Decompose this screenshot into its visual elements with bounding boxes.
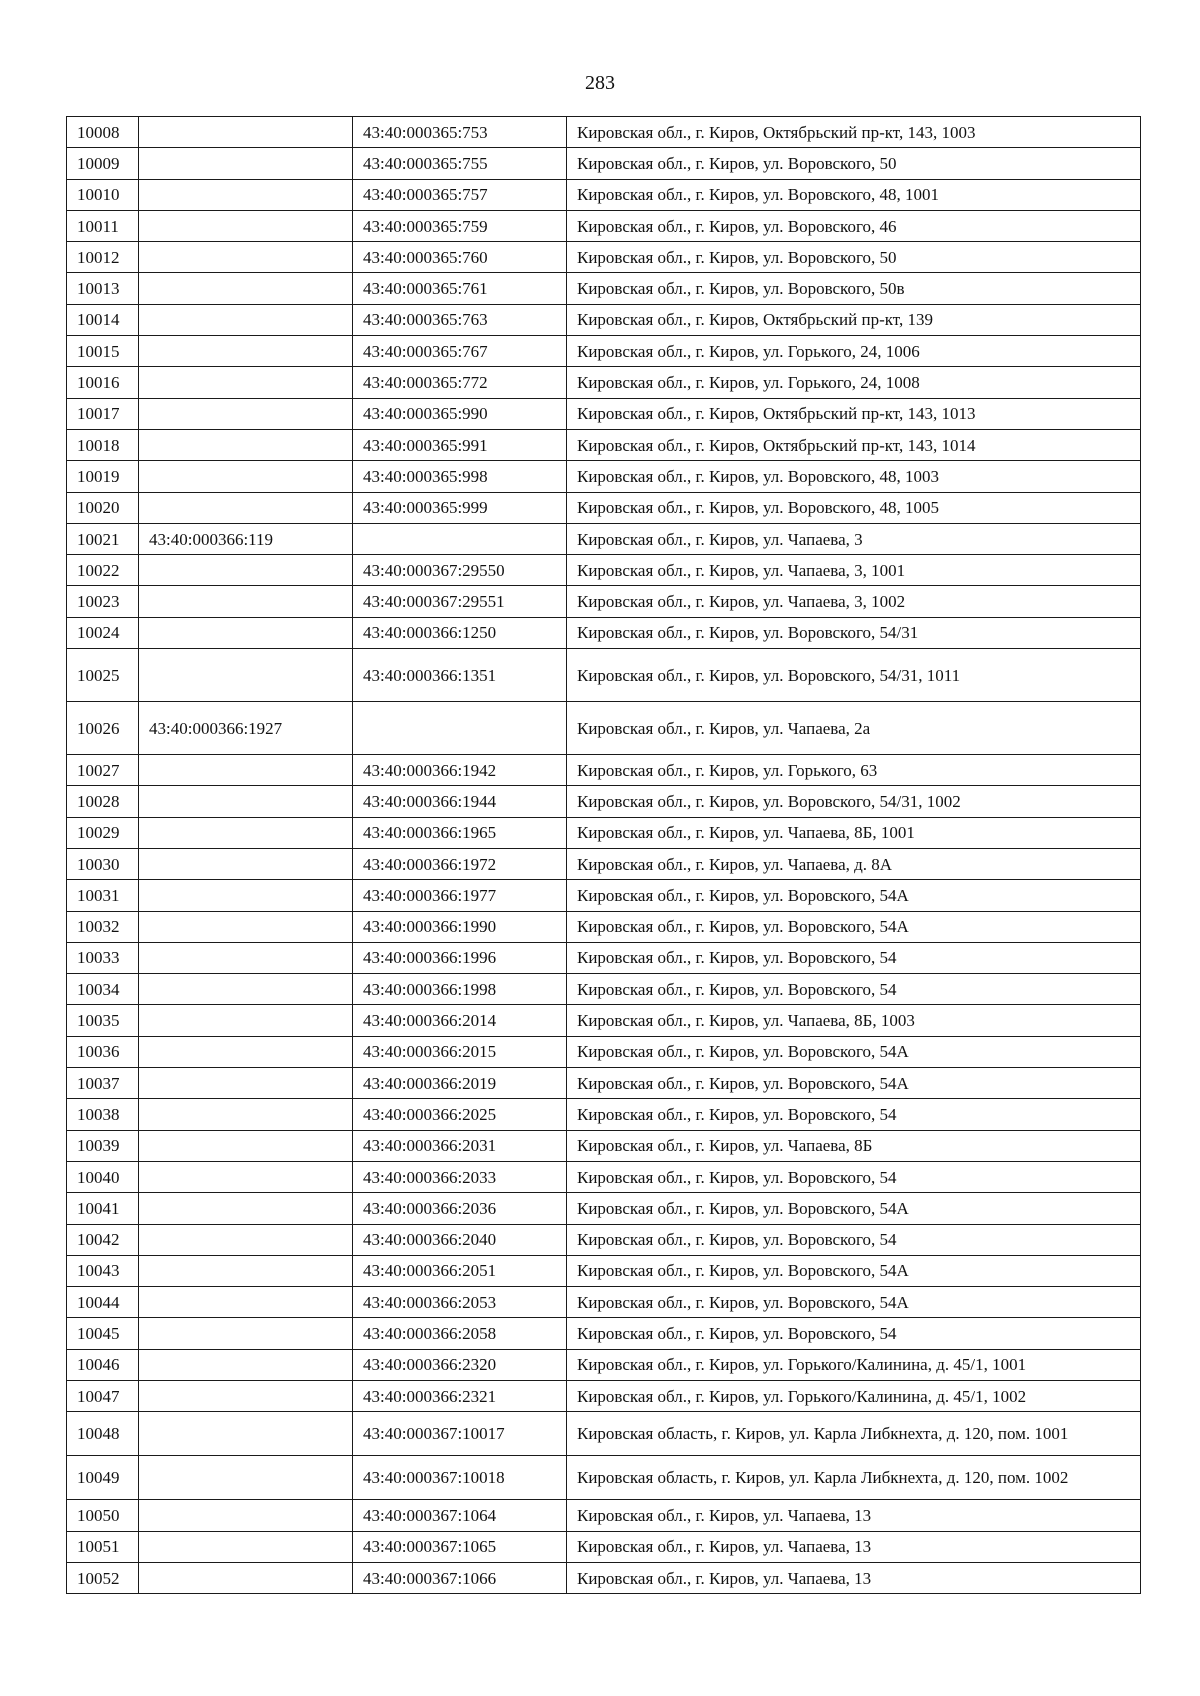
land-cadastral-cell: 43:40:000366:1927 xyxy=(139,702,353,755)
land-cadastral-cell xyxy=(139,880,353,911)
address-cell: Кировская обл., г. Киров, ул. Горького, 24, 1008 xyxy=(567,367,1141,398)
building-cadastral-cell: 43:40:000365:757 xyxy=(353,179,567,210)
address-cell: Кировская обл., г. Киров, ул. Чапаева, 8Б, 1001 xyxy=(567,817,1141,848)
table-row xyxy=(67,336,1141,367)
building-cadastral-cell: 43:40:000366:2015 xyxy=(353,1036,567,1067)
land-cadastral-cell xyxy=(139,398,353,429)
table-row xyxy=(67,586,1141,617)
address-cell: Кировская обл., г. Киров, ул. Чапаева, 13 xyxy=(567,1500,1141,1531)
row-number-cell: 10039 xyxy=(67,1130,139,1161)
building-cadastral-cell: 43:40:000366:2053 xyxy=(353,1287,567,1318)
table-row xyxy=(67,1380,1141,1411)
row-number-cell: 10051 xyxy=(67,1531,139,1562)
building-cadastral-cell: 43:40:000366:2321 xyxy=(353,1380,567,1411)
table-row xyxy=(67,179,1141,210)
address-cell: Кировская обл., г. Киров, ул. Горького/Калинина, д. 45/1, 1002 xyxy=(567,1380,1141,1411)
land-cadastral-cell xyxy=(139,304,353,335)
row-number-cell: 10024 xyxy=(67,617,139,648)
land-cadastral-cell xyxy=(139,1068,353,1099)
building-cadastral-cell: 43:40:000365:991 xyxy=(353,429,567,460)
row-number-cell: 10031 xyxy=(67,880,139,911)
land-cadastral-cell xyxy=(139,1500,353,1531)
table-row xyxy=(67,1036,1141,1067)
building-cadastral-cell: 43:40:000367:10018 xyxy=(353,1456,567,1500)
address-cell: Кировская обл., г. Киров, ул. Воровского, 54 xyxy=(567,1099,1141,1130)
table-row xyxy=(67,1255,1141,1286)
address-cell: Кировская обл., г. Киров, Октябрьский пр-кт, 139 xyxy=(567,304,1141,335)
table-row xyxy=(67,1068,1141,1099)
building-cadastral-cell: 43:40:000365:772 xyxy=(353,367,567,398)
land-cadastral-cell xyxy=(139,586,353,617)
building-cadastral-cell: 43:40:000366:1998 xyxy=(353,974,567,1005)
address-cell: Кировская обл., г. Киров, ул. Чапаева, 8Б xyxy=(567,1130,1141,1161)
address-cell: Кировская обл., г. Киров, ул. Воровского, 54/31, 1011 xyxy=(567,649,1141,702)
table-row xyxy=(67,1161,1141,1192)
row-number-cell: 10014 xyxy=(67,304,139,335)
table-row xyxy=(67,880,1141,911)
building-cadastral-cell: 43:40:000365:767 xyxy=(353,336,567,367)
address-cell: Кировская обл., г. Киров, ул. Чапаева, 3 xyxy=(567,523,1141,554)
building-cadastral-cell: 43:40:000365:761 xyxy=(353,273,567,304)
row-number-cell: 10033 xyxy=(67,942,139,973)
land-cadastral-cell xyxy=(139,1456,353,1500)
table-row xyxy=(67,304,1141,335)
building-cadastral-cell: 43:40:000366:1977 xyxy=(353,880,567,911)
address-cell: Кировская обл., г. Киров, Октябрьский пр-кт, 143, 1003 xyxy=(567,117,1141,148)
building-cadastral-cell: 43:40:000365:763 xyxy=(353,304,567,335)
address-cell: Кировская обл., г. Киров, ул. Чапаева, 8Б, 1003 xyxy=(567,1005,1141,1036)
building-cadastral-cell: 43:40:000366:2019 xyxy=(353,1068,567,1099)
address-cell: Кировская обл., г. Киров, ул. Чапаева, 3, 1001 xyxy=(567,555,1141,586)
land-cadastral-cell xyxy=(139,848,353,879)
row-number-cell: 10052 xyxy=(67,1562,139,1593)
row-number-cell: 10042 xyxy=(67,1224,139,1255)
land-cadastral-cell xyxy=(139,367,353,398)
table-row xyxy=(67,702,1141,755)
land-cadastral-cell xyxy=(139,273,353,304)
address-cell: Кировская обл., г. Киров, ул. Воровского, 48, 1005 xyxy=(567,492,1141,523)
building-cadastral-cell: 43:40:000366:1965 xyxy=(353,817,567,848)
row-number-cell: 10016 xyxy=(67,367,139,398)
building-cadastral-cell: 43:40:000366:2051 xyxy=(353,1255,567,1286)
land-cadastral-cell xyxy=(139,555,353,586)
row-number-cell: 10048 xyxy=(67,1412,139,1456)
address-cell: Кировская обл., г. Киров, ул. Воровского, 54А xyxy=(567,1036,1141,1067)
address-cell: Кировская обл., г. Киров, ул. Горького/Калинина, д. 45/1, 1001 xyxy=(567,1349,1141,1380)
address-cell: Кировская обл., г. Киров, ул. Горького, 24, 1006 xyxy=(567,336,1141,367)
land-cadastral-cell xyxy=(139,1255,353,1286)
table-row xyxy=(67,911,1141,942)
row-number-cell: 10021 xyxy=(67,523,139,554)
table-row xyxy=(67,273,1141,304)
row-number-cell: 10035 xyxy=(67,1005,139,1036)
address-cell: Кировская обл., г. Киров, ул. Воровского, 54/31, 1002 xyxy=(567,786,1141,817)
building-cadastral-cell: 43:40:000366:2036 xyxy=(353,1193,567,1224)
row-number-cell: 10008 xyxy=(67,117,139,148)
table-row xyxy=(67,1456,1141,1500)
address-cell: Кировская обл., г. Киров, ул. Воровского, 54А xyxy=(567,1287,1141,1318)
building-cadastral-cell: 43:40:000365:755 xyxy=(353,148,567,179)
building-cadastral-cell: 43:40:000367:29551 xyxy=(353,586,567,617)
table-row xyxy=(67,117,1141,148)
row-number-cell: 10019 xyxy=(67,461,139,492)
table-row xyxy=(67,1500,1141,1531)
land-cadastral-cell xyxy=(139,1531,353,1562)
building-cadastral-cell: 43:40:000366:2058 xyxy=(353,1318,567,1349)
building-cadastral-cell xyxy=(353,523,567,554)
address-cell: Кировская обл., г. Киров, ул. Горького, 63 xyxy=(567,755,1141,786)
address-cell: Кировская обл., г. Киров, ул. Воровского, 54 xyxy=(567,974,1141,1005)
row-number-cell: 10038 xyxy=(67,1099,139,1130)
row-number-cell: 10027 xyxy=(67,755,139,786)
land-cadastral-cell xyxy=(139,942,353,973)
row-number-cell: 10045 xyxy=(67,1318,139,1349)
land-cadastral-cell xyxy=(139,1193,353,1224)
table-row xyxy=(67,649,1141,702)
land-cadastral-cell xyxy=(139,1099,353,1130)
table-row xyxy=(67,429,1141,460)
building-cadastral-cell xyxy=(353,702,567,755)
address-cell: Кировская обл., г. Киров, ул. Воровского, 48, 1001 xyxy=(567,179,1141,210)
row-number-cell: 10037 xyxy=(67,1068,139,1099)
land-cadastral-cell xyxy=(139,1380,353,1411)
row-number-cell: 10009 xyxy=(67,148,139,179)
table-row xyxy=(67,1130,1141,1161)
land-cadastral-cell xyxy=(139,1036,353,1067)
table-row xyxy=(67,148,1141,179)
building-cadastral-cell: 43:40:000365:759 xyxy=(353,210,567,241)
building-cadastral-cell: 43:40:000366:1944 xyxy=(353,786,567,817)
table-row xyxy=(67,1287,1141,1318)
address-cell: Кировская обл., г. Киров, ул. Воровского, 54А xyxy=(567,1255,1141,1286)
address-cell: Кировская обл., г. Киров, ул. Чапаева, 13 xyxy=(567,1562,1141,1593)
row-number-cell: 10028 xyxy=(67,786,139,817)
row-number-cell: 10025 xyxy=(67,649,139,702)
building-cadastral-cell: 43:40:000367:1064 xyxy=(353,1500,567,1531)
table-row xyxy=(67,492,1141,523)
row-number-cell: 10043 xyxy=(67,1255,139,1286)
row-number-cell: 10015 xyxy=(67,336,139,367)
building-cadastral-cell: 43:40:000367:1066 xyxy=(353,1562,567,1593)
table-row xyxy=(67,398,1141,429)
registry-table xyxy=(66,116,1141,1594)
building-cadastral-cell: 43:40:000366:1250 xyxy=(353,617,567,648)
table-row xyxy=(67,210,1141,241)
address-cell: Кировская обл., г. Киров, ул. Воровского, 54А xyxy=(567,880,1141,911)
land-cadastral-cell xyxy=(139,649,353,702)
land-cadastral-cell xyxy=(139,1130,353,1161)
address-cell: Кировская обл., г. Киров, ул. Чапаева, 3, 1002 xyxy=(567,586,1141,617)
address-cell: Кировская обл., г. Киров, ул. Воровского, 54 xyxy=(567,1318,1141,1349)
row-number-cell: 10047 xyxy=(67,1380,139,1411)
address-cell: Кировская обл., г. Киров, ул. Воровского, 54 xyxy=(567,1224,1141,1255)
land-cadastral-cell xyxy=(139,1349,353,1380)
address-cell: Кировская обл., г. Киров, ул. Воровского, 46 xyxy=(567,210,1141,241)
land-cadastral-cell xyxy=(139,210,353,241)
table-row xyxy=(67,242,1141,273)
table-row xyxy=(67,1412,1141,1456)
land-cadastral-cell xyxy=(139,617,353,648)
table-row xyxy=(67,817,1141,848)
address-cell: Кировская обл., г. Киров, ул. Воровского, 54 xyxy=(567,1161,1141,1192)
land-cadastral-cell xyxy=(139,786,353,817)
table-row xyxy=(67,974,1141,1005)
table-row xyxy=(67,523,1141,554)
land-cadastral-cell xyxy=(139,755,353,786)
row-number-cell: 10022 xyxy=(67,555,139,586)
building-cadastral-cell: 43:40:000367:29550 xyxy=(353,555,567,586)
row-number-cell: 10020 xyxy=(67,492,139,523)
page-number: 283 xyxy=(585,72,615,94)
land-cadastral-cell xyxy=(139,429,353,460)
land-cadastral-cell xyxy=(139,1412,353,1456)
row-number-cell: 10036 xyxy=(67,1036,139,1067)
row-number-cell: 10026 xyxy=(67,702,139,755)
building-cadastral-cell: 43:40:000365:760 xyxy=(353,242,567,273)
address-cell: Кировская обл., г. Киров, ул. Воровского, 50 xyxy=(567,148,1141,179)
building-cadastral-cell: 43:40:000367:1065 xyxy=(353,1531,567,1562)
table-row xyxy=(67,1099,1141,1130)
address-cell: Кировская обл., г. Киров, ул. Чапаева, 13 xyxy=(567,1531,1141,1562)
building-cadastral-cell: 43:40:000366:2031 xyxy=(353,1130,567,1161)
land-cadastral-cell xyxy=(139,817,353,848)
row-number-cell: 10012 xyxy=(67,242,139,273)
address-cell: Кировская область, г. Киров, ул. Карла Либкнехта, д. 120, пом. 1002 xyxy=(567,1456,1141,1500)
address-cell: Кировская обл., г. Киров, ул. Воровского, 54А xyxy=(567,911,1141,942)
address-cell: Кировская обл., г. Киров, ул. Воровского, 54 xyxy=(567,942,1141,973)
table-row xyxy=(67,1531,1141,1562)
address-cell: Кировская обл., г. Киров, Октябрьский пр-кт, 143, 1013 xyxy=(567,398,1141,429)
table-row xyxy=(67,1224,1141,1255)
building-cadastral-cell: 43:40:000366:2033 xyxy=(353,1161,567,1192)
address-cell: Кировская обл., г. Киров, ул. Воровского, 48, 1003 xyxy=(567,461,1141,492)
land-cadastral-cell: 43:40:000366:119 xyxy=(139,523,353,554)
building-cadastral-cell: 43:40:000366:1996 xyxy=(353,942,567,973)
table-row xyxy=(67,367,1141,398)
table-row xyxy=(67,755,1141,786)
building-cadastral-cell: 43:40:000366:2040 xyxy=(353,1224,567,1255)
land-cadastral-cell xyxy=(139,1161,353,1192)
land-cadastral-cell xyxy=(139,242,353,273)
land-cadastral-cell xyxy=(139,461,353,492)
land-cadastral-cell xyxy=(139,1224,353,1255)
building-cadastral-cell: 43:40:000366:1351 xyxy=(353,649,567,702)
building-cadastral-cell: 43:40:000365:998 xyxy=(353,461,567,492)
row-number-cell: 10011 xyxy=(67,210,139,241)
row-number-cell: 10049 xyxy=(67,1456,139,1500)
land-cadastral-cell xyxy=(139,1562,353,1593)
row-number-cell: 10013 xyxy=(67,273,139,304)
land-cadastral-cell xyxy=(139,1287,353,1318)
row-number-cell: 10040 xyxy=(67,1161,139,1192)
land-cadastral-cell xyxy=(139,911,353,942)
building-cadastral-cell: 43:40:000365:999 xyxy=(353,492,567,523)
address-cell: Кировская обл., г. Киров, ул. Воровского, 50в xyxy=(567,273,1141,304)
address-cell: Кировская обл., г. Киров, ул. Воровского, 54А xyxy=(567,1068,1141,1099)
address-cell: Кировская обл., г. Киров, ул. Чапаева, 2а xyxy=(567,702,1141,755)
address-cell: Кировская область, г. Киров, ул. Карла Либкнехта, д. 120, пом. 1001 xyxy=(567,1412,1141,1456)
row-number-cell: 10029 xyxy=(67,817,139,848)
row-number-cell: 10018 xyxy=(67,429,139,460)
row-number-cell: 10044 xyxy=(67,1287,139,1318)
land-cadastral-cell xyxy=(139,179,353,210)
building-cadastral-cell: 43:40:000366:2320 xyxy=(353,1349,567,1380)
building-cadastral-cell: 43:40:000366:2014 xyxy=(353,1005,567,1036)
land-cadastral-cell xyxy=(139,117,353,148)
row-number-cell: 10041 xyxy=(67,1193,139,1224)
table-row xyxy=(67,848,1141,879)
table-row xyxy=(67,617,1141,648)
building-cadastral-cell: 43:40:000366:1942 xyxy=(353,755,567,786)
row-number-cell: 10046 xyxy=(67,1349,139,1380)
table-row xyxy=(67,555,1141,586)
table-row xyxy=(67,1349,1141,1380)
address-cell: Кировская обл., г. Киров, ул. Воровского, 54А xyxy=(567,1193,1141,1224)
row-number-cell: 10017 xyxy=(67,398,139,429)
address-cell: Кировская обл., г. Киров, ул. Воровского, 50 xyxy=(567,242,1141,273)
row-number-cell: 10050 xyxy=(67,1500,139,1531)
building-cadastral-cell: 43:40:000366:2025 xyxy=(353,1099,567,1130)
table-row xyxy=(67,786,1141,817)
land-cadastral-cell xyxy=(139,974,353,1005)
table-row xyxy=(67,1193,1141,1224)
land-cadastral-cell xyxy=(139,336,353,367)
table-row xyxy=(67,1318,1141,1349)
table-row xyxy=(67,461,1141,492)
row-number-cell: 10023 xyxy=(67,586,139,617)
table-row xyxy=(67,942,1141,973)
registry-table-body xyxy=(67,117,1141,1594)
row-number-cell: 10032 xyxy=(67,911,139,942)
land-cadastral-cell xyxy=(139,492,353,523)
land-cadastral-cell xyxy=(139,148,353,179)
table-row xyxy=(67,1562,1141,1593)
address-cell: Кировская обл., г. Киров, ул. Воровского, 54/31 xyxy=(567,617,1141,648)
land-cadastral-cell xyxy=(139,1318,353,1349)
address-cell: Кировская обл., г. Киров, Октябрьский пр-кт, 143, 1014 xyxy=(567,429,1141,460)
building-cadastral-cell: 43:40:000365:753 xyxy=(353,117,567,148)
row-number-cell: 10030 xyxy=(67,848,139,879)
table-row xyxy=(67,1005,1141,1036)
building-cadastral-cell: 43:40:000365:990 xyxy=(353,398,567,429)
building-cadastral-cell: 43:40:000366:1990 xyxy=(353,911,567,942)
row-number-cell: 10010 xyxy=(67,179,139,210)
row-number-cell: 10034 xyxy=(67,974,139,1005)
land-cadastral-cell xyxy=(139,1005,353,1036)
building-cadastral-cell: 43:40:000367:10017 xyxy=(353,1412,567,1456)
building-cadastral-cell: 43:40:000366:1972 xyxy=(353,848,567,879)
address-cell: Кировская обл., г. Киров, ул. Чапаева, д. 8А xyxy=(567,848,1141,879)
